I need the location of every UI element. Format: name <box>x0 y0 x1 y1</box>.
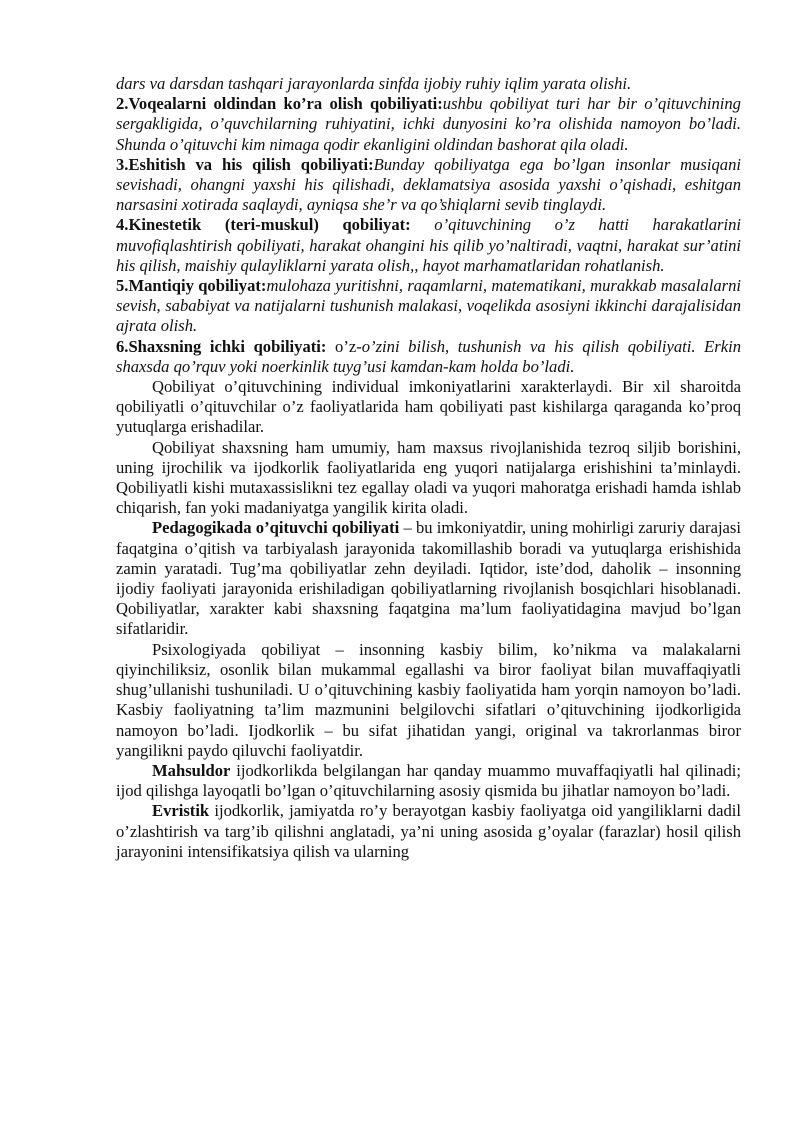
paragraph-intro-continuation <box>116 74 741 94</box>
paragraph-bold-lead: Pedagogikada o’qituvchi qobiliyati <box>152 518 400 538</box>
list-item-2-text: ushbu qobiliyat turi har bir o’qituvchining sergakligida, o’quvchilarning ruhiyatini, ichki dunyosini ko’ra olishida namoyon bo’ladi. Shunda o’qituvchi kim nimaga qodir ekanligini oldindan bashorat qila oladi. <box>116 94 741 154</box>
paragraph-text: Qobiliyat shaxsning ham umumiy, ham maxsus rivojlanishida tezroq siljib borishini, uning ijrochilik va ijodkorlik faoliyatlarida eng yuqori natijalarga erishishini ta’minlaydi. Qobiliyatli kishi mutaxassislikni tez egallay oladi va yuqori mahoratga erishadi hamda ishlab chiqarish, fan yoki madaniyatga yangilik kirita oladi. <box>116 437 741 518</box>
paragraph-text: Qobiliyat o’qituvchining individual imkoniyatlarini xarakterlaydi. Bir xil sharoitda qobiliyatli o’qituvchilar o’z faoliyatlarida ham qobiliyati past kishilarga qaraganda ko’proq yutuqlarga erishadilar. <box>116 377 741 437</box>
list-item-6 <box>116 337 741 377</box>
paragraph-text: ijodkorlikda belgilangan har qanday muammo muvaffaqiyatli hal qilinadi; ijod qilishga layoqatli bo’lgan o’qituvchilarning asosiy qismida bu jihatlar namoyon bo’ladi. <box>116 760 741 801</box>
list-item-3-text: Bunday qobiliyatga ega bo’lgan insonlar musiqani sevishadi, ohangni yaxshi his qilishadi, deklamatsiya asosida yaxshi o’qishadi, eshitgan narsasini xotirada saqlaydi, ayniqsa she’r va qo’shiqlarni sevib tinglaydi. <box>116 154 741 215</box>
paragraph-qobiliyat-individual <box>116 377 741 438</box>
list-item-2 <box>116 94 741 155</box>
list-item-2-heading: 2.Voqealarni oldindan ko’ra olish qobiliyati: <box>116 94 443 114</box>
list-item-3-heading: 3.Eshitish va his qilish qobiliyati: <box>116 154 374 174</box>
paragraph-qobiliyat-rivojlanish <box>116 438 741 519</box>
paragraph-text: – bu imkoniyatdir, uning mohirligi zaruriy darajasi faqatgina o’qitish va tarbiyalash jarayonida takomillashib boradi va yutuqlarga erishishida zamin yaratadi. Tug’ma qobiliyatlar zehn deyiladi. Iqtidor, iste’dod, daholik – insonning ijodiy faoliyati jarayonida erishiladigan qobiliyatlarning rivojlanish bosqichlari hisoblanadi. Qobiliyatlar, xarakter kabi shaxsning faqatgina ma’lum faoliyatidagina mavjud bo’lgan sifatlaridir. <box>116 518 741 639</box>
paragraph-pedagogika <box>116 518 741 639</box>
paragraph-bold-lead: Mahsuldor <box>152 760 231 780</box>
list-item-5 <box>116 276 741 337</box>
intro-text: dars va darsdan tashqari jarayonlarda sinfda ijobiy ruhiy iqlim yarata olishi. <box>116 74 632 93</box>
list-item-6-heading: 6.Shaxsning ichki qobiliyati: <box>116 336 336 356</box>
list-item-5-heading: 5.Mantiqiy qobiliyat: <box>116 276 267 296</box>
list-item-6-text: o’zini bilish, tushunish va his qilish qobiliyati. Erkin shaxsda qo’rquv yoki noerkinlik tuyg’usi kamdan-kam holda bo’ladi. <box>116 336 741 376</box>
paragraph-bold-lead: Evristik <box>152 801 210 821</box>
list-item-5-text: mulohaza yuritishni, raqamlarni, matematikani, murakkab masalalarni sevish, sababiyat va natijalarni tushunish malakasi, voqelikda asosiyni ikkinchi darajalisidan ajrata olish. <box>116 276 741 336</box>
paragraph-text: Psixologiyada qobiliyat – insonning kasbiy bilim, ko’nikma va malakalarni qiyinchiliksiz, osonlik bilan mukammal egallashi va biror faoliyat bilan muvaffaqiyatli shug’ullanishi tushuniladi. U o’qituvchining kasbiy faoliyatida ham yorqin namoyon bo’ladi. Kasbiy faoliyatning ta’lim mazmunini belgilovchi sifatlari o’qituvchining ijodkorligida namoyon bo’ladi. Ijodkorlik – bu sifat jihatidan yangi, original va takrorlanmas biror yangilikni paydo qiluvchi faoliyatdir. <box>116 639 741 760</box>
list-item-3 <box>116 155 741 216</box>
paragraph-mahsuldor <box>116 761 741 801</box>
list-item-4 <box>116 215 741 276</box>
paragraph-evristik <box>116 801 741 862</box>
paragraph-text: ijodkorlik, jamiyatda ro’y berayotgan kasbiy faoliyatga oid yangiliklarni dadil o’zlashtirish va targ’ib qilishni anglatadi, ya’ni uning asosida g’oyalar (farazlar) hosil qilish jarayonini intensifikatsiya qilish va ularning <box>116 801 741 861</box>
list-item-6-lead: o’z- <box>335 336 362 356</box>
list-item-4-heading: 4.Kinestetik (teri-muskul) qobiliyat: <box>116 215 435 235</box>
list-item-4-text: o’qituvchining o’z hatti harakatlarini muvofiqlashtirish qobiliyati, harakat ohangini his qilib yo’naltiradi, vaqtni, harakat sur’atini his qilish, maishiy qulayliklarni yarata olish,, hayot marhamatlaridan rohatlanish. <box>116 215 741 275</box>
paragraph-psixologiya <box>116 640 741 761</box>
